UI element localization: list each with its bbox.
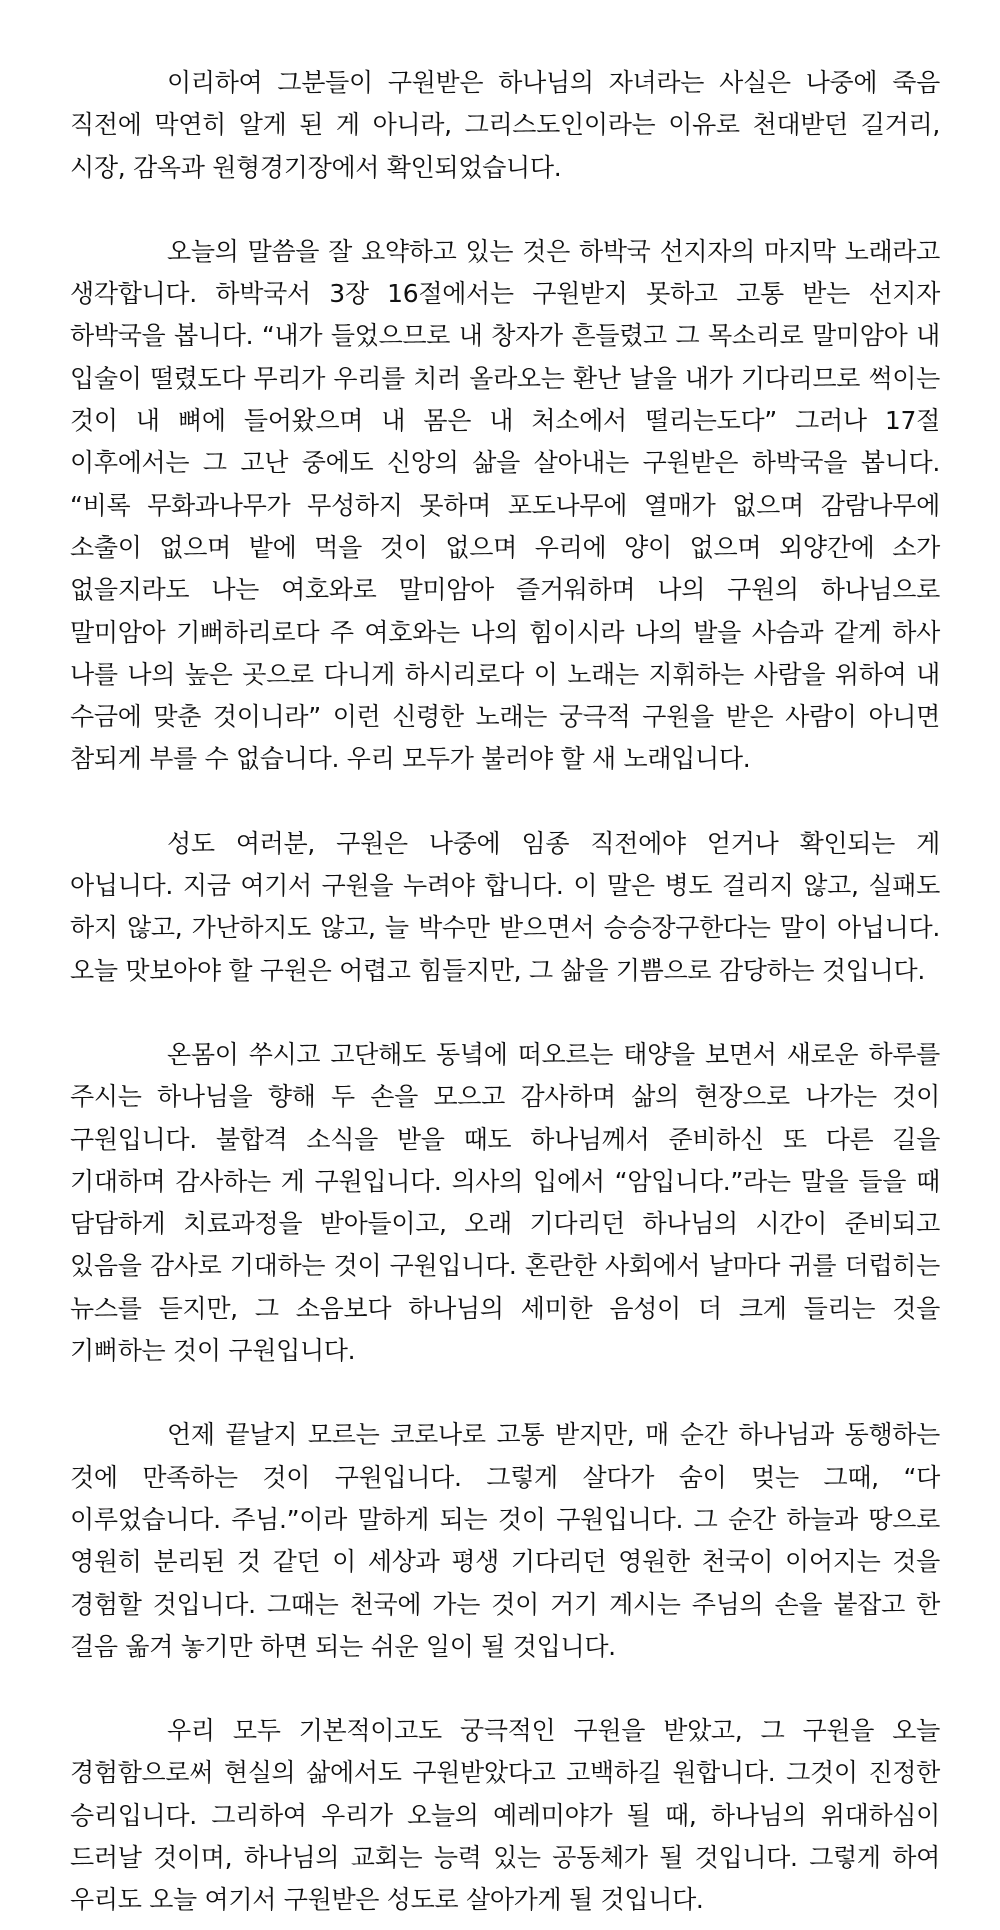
paragraph-1: 이리하여 그분들이 구원받은 하나님의 자녀라는 사실은 나중에 죽음 직전에 막연히 알게 된 게 아니라, 그리스도인이라는 이유로 천대받던 길거리, 시장, 감옥과 원형경기장에서 확인되었습니다. [70, 68, 940, 182]
paragraph-3: 성도 여러분, 구원은 나중에 임종 직전에야 얻거나 확인되는 게 아닙니다. 지금 여기서 구원을 누려야 합니다. 이 말은 병도 걸리지 않고, 실패도 하지 않고, 가난하지도 않고, 늘 박수만 받으면서 승승장구한다는 말이 아닙니다. 오늘 맛보아야 할 구원은 어렵고 힘들지만, 그 삶을 기쁨으로 감당하는 것입니다. [70, 828, 940, 985]
document-body [70, 62, 940, 1922]
paragraph-4: 온몸이 쑤시고 고단해도 동녘에 떠오르는 태양을 보면서 새로운 하루를 주시는 하나님을 향해 두 손을 모으고 감사하며 삶의 현장으로 나가는 것이 구원입니다. 불합격 소식을 받을 때도 하나님께서 준비하신 또 다른 길을 기대하며 감사하는 게 구원입니다. 의사의 입에서 “암입니다.”라는 말을 들을 때 담담하게 치료과정을 받아들이고, 오래 기다리던 하나님의 시간이 준비되고 있음을 감사로 기대하는 것이 구원입니다. 혼란한 사회에서 날마다 귀를 더럽히는 뉴스를 듣지만, 그 소음보다 하나님의 세미한 음성이 더 크게 들리는 것을 기뻐하는 것이 구원입니다. [70, 1039, 940, 1366]
paragraph-6: 우리 모두 기본적이고도 궁극적인 구원을 받았고, 그 구원을 오늘 경험함으로써 현실의 삶에서도 구원받았다고 고백하길 원합니다. 그것이 진정한 승리입니다. 그리하여 우리가 오늘의 예레미야가 될 때, 하나님의 위대하심이 드러날 것이며, 하나님의 교회는 능력 있는 공동체가 될 것입니다. 그렇게 하여 우리도 오늘 여기서 구원받은 성도로 살아가게 될 것입니다. [70, 1716, 940, 1915]
paragraph-5: 언제 끝날지 모르는 코로나로 고통 받지만, 매 순간 하나님과 동행하는 것에 만족하는 것이 구원입니다. 그렇게 살다가 숨이 멎는 그때, “다 이루었습니다. 주님.”이라 말하게 되는 것이 구원입니다. 그 순간 하늘과 땅으로 영원히 분리된 것 같던 이 세상과 평생 기다리던 영원한 천국이 이어지는 것을 경험할 것입니다. 그때는 천국에 가는 것이 거기 계시는 주님의 손을 붙잡고 한 걸음 옮겨 놓기만 하면 되는 쉬운 일이 될 것입니다. [70, 1420, 940, 1661]
paragraph-2: 오늘의 말씀을 잘 요약하고 있는 것은 하박국 선지자의 마지막 노래라고 생각합니다. 하박국서 3장 16절에서는 구원받지 못하고 고통 받는 선지자 하박국을 봅니다. “내가 들었으므로 내 창자가 흔들렸고 그 목소리로 말미암아 내 입술이 떨렸도다 무리가 우리를 치러 올라오는 환난 날을 내가 기다리므로 썩이는 것이 내 뼈에 들어왔으며 내 몸은 내 처소에서 떨리는도다” 그러나 17절 이후에서는 그 고난 중에도 신앙의 삶을 살아내는 구원받은 하박국을 봅니다. “비록 무화과나무가 무성하지 못하며 포도나무에 열매가 없으며 감람나무에 소출이 없으며 밭에 먹을 것이 없으며 우리에 양이 없으며 외양간에 소가 없을지라도 나는 여호와로 말미암아 즐거워하며 나의 구원의 하나님으로 말미암아 기뻐하리로다 주 여호와는 나의 힘이시라 나의 발을 사슴과 같게 하사 나를 나의 높은 곳으로 다니게 하시리로다 이 노래는 지휘하는 사람을 위하여 내 수금에 맞춘 것이니라” 이런 신령한 노래는 궁극적 구원을 받은 사람이 아니면 참되게 부를 수 없습니다. 우리 모두가 불러야 할 새 노래입니다. [70, 236, 940, 774]
